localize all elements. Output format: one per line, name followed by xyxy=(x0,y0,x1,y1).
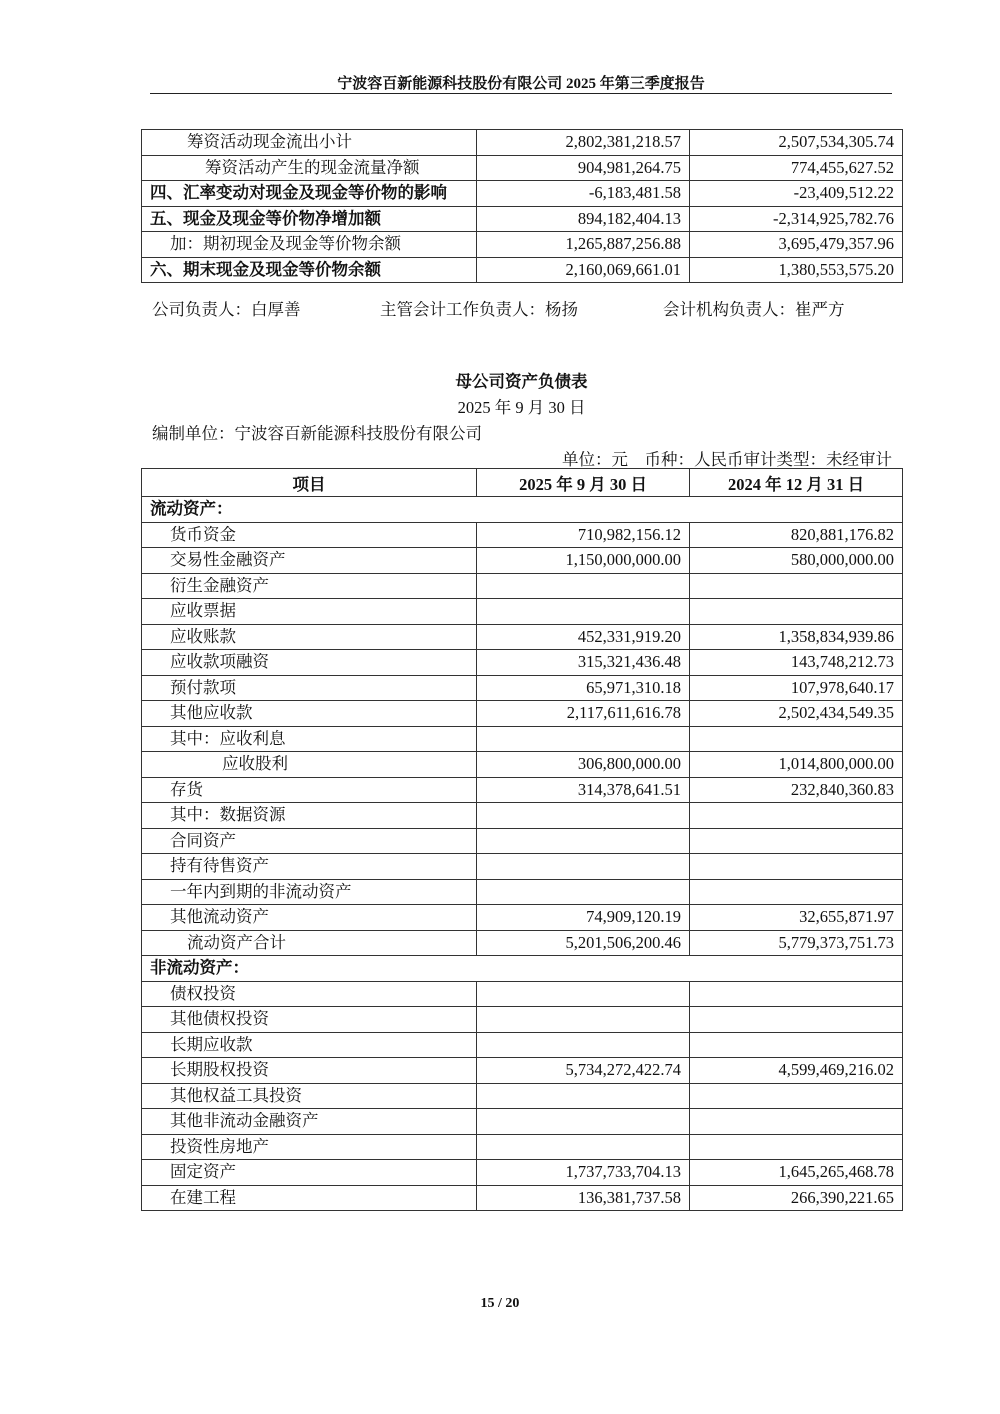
value-prior: 2,502,434,549.35 xyxy=(690,701,903,727)
row-label: 其他应收款 xyxy=(142,701,477,727)
table-row xyxy=(142,905,903,931)
value-prior xyxy=(690,879,903,905)
table-row xyxy=(142,777,903,803)
value-prior: 143,748,212.73 xyxy=(690,650,903,676)
value-current xyxy=(477,879,690,905)
value-prior: 266,390,221.65 xyxy=(690,1185,903,1211)
table-row xyxy=(142,930,903,956)
table-row xyxy=(142,1058,903,1084)
row-label: 长期应收款 xyxy=(142,1032,477,1058)
row-label: 持有待售资产 xyxy=(142,854,477,880)
value-prior xyxy=(690,1134,903,1160)
value-current: 710,982,156.12 xyxy=(477,522,690,548)
table-row xyxy=(142,650,903,676)
section-row xyxy=(142,497,903,523)
value-prior: 5,779,373,751.73 xyxy=(690,930,903,956)
row-label: 应收款项融资 xyxy=(142,650,477,676)
row-label: 四、汇率变动对现金及现金等价物的影响 xyxy=(142,181,477,207)
value-prior xyxy=(690,828,903,854)
value-current: 314,378,641.51 xyxy=(477,777,690,803)
balance-sheet-title: 母公司资产负债表 xyxy=(455,372,588,391)
value-prior xyxy=(690,573,903,599)
row-label: 流动资产合计 xyxy=(142,930,477,956)
value-prior xyxy=(690,803,903,829)
value-prior xyxy=(690,1109,903,1135)
accounting-head-signature: 主管会计工作负责人：杨扬 xyxy=(380,300,578,319)
row-label: 债权投资 xyxy=(142,981,477,1007)
table-row xyxy=(142,854,903,880)
value-prior: 1,014,800,000.00 xyxy=(690,752,903,778)
table-row xyxy=(142,1032,903,1058)
value-current: 136,381,737.58 xyxy=(477,1185,690,1211)
row-label: 在建工程 xyxy=(142,1185,477,1211)
value-current xyxy=(477,854,690,880)
value-prior: 1,358,834,939.86 xyxy=(690,624,903,650)
value-current: 306,800,000.00 xyxy=(477,752,690,778)
row-label: 五、现金及现金等价物净增加额 xyxy=(142,206,477,232)
value-current: 315,321,436.48 xyxy=(477,650,690,676)
table-row xyxy=(142,1007,903,1033)
value-current: 904,981,264.75 xyxy=(477,155,690,181)
row-label: 其他权益工具投资 xyxy=(142,1083,477,1109)
value-current xyxy=(477,803,690,829)
value-current: 894,182,404.13 xyxy=(477,206,690,232)
value-prior: 1,645,265,468.78 xyxy=(690,1160,903,1186)
value-current: -6,183,481.58 xyxy=(477,181,690,207)
value-current: 65,971,310.18 xyxy=(477,675,690,701)
balance-sheet-date: 2025 年 9 月 30 日 xyxy=(457,398,586,417)
unit-info: 单位：元 币种：人民币审计类型：未经审计 xyxy=(562,450,892,469)
table-row xyxy=(142,548,903,574)
accounting-dept-head-signature: 会计机构负责人：崔严方 xyxy=(663,300,845,319)
row-label: 其他债权投资 xyxy=(142,1007,477,1033)
table-row xyxy=(142,522,903,548)
column-header-item: 项目 xyxy=(142,469,477,497)
value-prior: 774,455,627.52 xyxy=(690,155,903,181)
value-prior xyxy=(690,1007,903,1033)
company-head-signature: 公司负责人：白厚善 xyxy=(152,300,301,319)
balance-sheet-table xyxy=(141,468,903,1211)
table-row xyxy=(142,130,903,156)
value-current xyxy=(477,828,690,854)
value-prior: 232,840,360.83 xyxy=(690,777,903,803)
value-current xyxy=(477,1109,690,1135)
value-current xyxy=(477,599,690,625)
section-label: 流动资产： xyxy=(142,497,903,523)
row-label: 其他非流动金融资产 xyxy=(142,1109,477,1135)
value-prior: 2,507,534,305.74 xyxy=(690,130,903,156)
value-prior: 107,978,640.17 xyxy=(690,675,903,701)
column-header-prior: 2024 年 12 月 31 日 xyxy=(690,469,903,497)
table-row xyxy=(142,752,903,778)
table-row xyxy=(142,599,903,625)
value-prior: 32,655,871.97 xyxy=(690,905,903,931)
table-row xyxy=(142,573,903,599)
value-prior: 4,599,469,216.02 xyxy=(690,1058,903,1084)
table-row xyxy=(142,1160,903,1186)
row-label: 交易性金融资产 xyxy=(142,548,477,574)
value-current xyxy=(477,1083,690,1109)
row-label: 衍生金融资产 xyxy=(142,573,477,599)
row-label: 存货 xyxy=(142,777,477,803)
table-row xyxy=(142,981,903,1007)
value-current: 74,909,120.19 xyxy=(477,905,690,931)
table-row xyxy=(142,726,903,752)
table-row xyxy=(142,1109,903,1135)
value-prior: 1,380,553,575.20 xyxy=(690,257,903,283)
table-row xyxy=(142,1185,903,1211)
value-current xyxy=(477,1032,690,1058)
column-header-current: 2025 年 9 月 30 日 xyxy=(477,469,690,497)
value-prior xyxy=(690,726,903,752)
row-label: 其他流动资产 xyxy=(142,905,477,931)
table-row xyxy=(142,155,903,181)
table-header-row xyxy=(142,469,903,497)
value-current: 2,117,611,616.78 xyxy=(477,701,690,727)
table-row xyxy=(142,206,903,232)
value-current: 2,802,381,218.57 xyxy=(477,130,690,156)
value-current: 5,201,506,200.46 xyxy=(477,930,690,956)
table-row xyxy=(142,879,903,905)
cashflow-table-continued xyxy=(141,129,903,283)
row-label: 长期股权投资 xyxy=(142,1058,477,1084)
row-label: 货币资金 xyxy=(142,522,477,548)
section-row xyxy=(142,956,903,982)
value-prior xyxy=(690,1032,903,1058)
table-row xyxy=(142,181,903,207)
row-label: 加：期初现金及现金等价物余额 xyxy=(142,232,477,258)
row-label: 其中：数据资源 xyxy=(142,803,477,829)
value-prior xyxy=(690,854,903,880)
value-current: 5,734,272,422.74 xyxy=(477,1058,690,1084)
row-label: 其中：应收利息 xyxy=(142,726,477,752)
table-row xyxy=(142,232,903,258)
row-label: 合同资产 xyxy=(142,828,477,854)
row-label: 应收票据 xyxy=(142,599,477,625)
value-prior: 820,881,176.82 xyxy=(690,522,903,548)
value-current: 452,331,919.20 xyxy=(477,624,690,650)
row-label: 应收股利 xyxy=(142,752,477,778)
table-row xyxy=(142,828,903,854)
row-label: 筹资活动产生的现金流量净额 xyxy=(142,155,477,181)
value-prior: 580,000,000.00 xyxy=(690,548,903,574)
row-label: 六、期末现金及现金等价物余额 xyxy=(142,257,477,283)
value-current xyxy=(477,981,690,1007)
value-current xyxy=(477,726,690,752)
value-prior: 3,695,479,357.96 xyxy=(690,232,903,258)
value-current xyxy=(477,1007,690,1033)
value-prior xyxy=(690,981,903,1007)
table-row xyxy=(142,701,903,727)
row-label: 一年内到期的非流动资产 xyxy=(142,879,477,905)
header-divider xyxy=(150,93,892,94)
value-prior: -23,409,512.22 xyxy=(690,181,903,207)
value-prior xyxy=(690,1083,903,1109)
table-row xyxy=(142,624,903,650)
value-prior: -2,314,925,782.76 xyxy=(690,206,903,232)
row-label: 投资性房地产 xyxy=(142,1134,477,1160)
row-label: 固定资产 xyxy=(142,1160,477,1186)
table-row xyxy=(142,257,903,283)
value-prior xyxy=(690,599,903,625)
report-header: 宁波容百新能源科技股份有限公司 2025 年第三季度报告 xyxy=(337,76,705,92)
row-label: 预付款项 xyxy=(142,675,477,701)
row-label: 筹资活动现金流出小计 xyxy=(142,130,477,156)
section-label: 非流动资产： xyxy=(142,956,903,982)
value-current xyxy=(477,1134,690,1160)
table-row xyxy=(142,803,903,829)
table-row xyxy=(142,1134,903,1160)
value-current: 1,265,887,256.88 xyxy=(477,232,690,258)
value-current: 1,737,733,704.13 xyxy=(477,1160,690,1186)
value-current: 1,150,000,000.00 xyxy=(477,548,690,574)
row-label: 应收账款 xyxy=(142,624,477,650)
value-current: 2,160,069,661.01 xyxy=(477,257,690,283)
preparer: 编制单位：宁波容百新能源科技股份有限公司 xyxy=(152,424,482,443)
page-number: 15 / 20 xyxy=(480,1296,520,1311)
value-current xyxy=(477,573,690,599)
table-row xyxy=(142,1083,903,1109)
table-row xyxy=(142,675,903,701)
